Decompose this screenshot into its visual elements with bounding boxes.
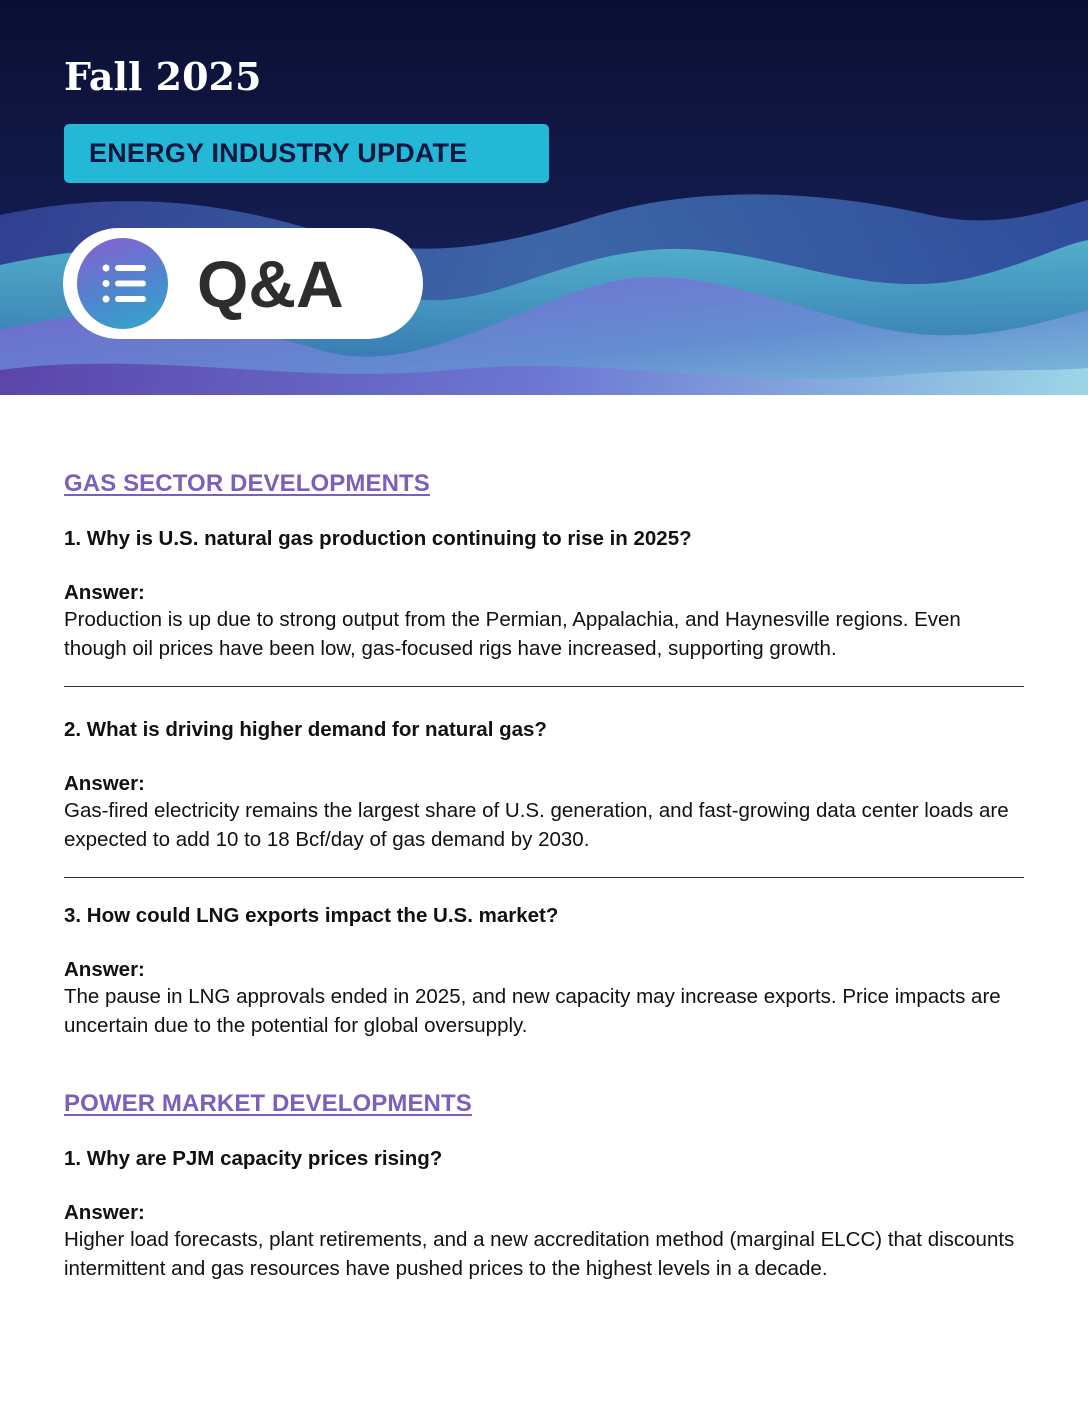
question: 3. How could LNG exports impact the U.S. market? (64, 904, 559, 927)
answer-label: Answer: (64, 1201, 145, 1224)
publication-banner: ENERGY INDUSTRY UPDATE (64, 124, 549, 183)
answer-text: Production is up due to strong output from the Permian, Appalachia, and Haynesville regions. Even though oil prices have been low, gas-focused rigs have increased, supporting growth. (64, 608, 961, 660)
section-title-gas: GAS SECTOR DEVELOPMENTS (64, 470, 430, 497)
answer-label: Answer: (64, 772, 145, 795)
answer-text: Gas-fired electricity remains the largest share of U.S. generation, and fast-growing data center loads are expected to add 10 to 18 Bcf/day of gas demand by 2030. (64, 799, 1009, 851)
divider (64, 686, 1024, 687)
question: 1. Why are PJM capacity prices rising? (64, 1147, 443, 1170)
edition-season: Fall 2025 (64, 54, 262, 99)
list-icon (77, 238, 168, 329)
qa-label: Q&A (197, 247, 344, 321)
answer-text: The pause in LNG approvals ended in 2025, and new capacity may increase exports. Price impacts are uncertain due to the potential for global oversupply. (64, 985, 1001, 1037)
question: 2. What is driving higher demand for natural gas? (64, 718, 547, 741)
divider (64, 877, 1024, 878)
answer-label: Answer: (64, 581, 145, 604)
hero-banner (0, 0, 1088, 395)
answer-label: Answer: (64, 958, 145, 981)
qa-content (64, 470, 1024, 1283)
qa-pill (63, 228, 423, 339)
section-title-power: POWER MARKET DEVELOPMENTS (64, 1090, 472, 1117)
question: 1. Why is U.S. natural gas production continuing to rise in 2025? (64, 527, 692, 550)
answer-text: Higher load forecasts, plant retirements, and a new accreditation method (marginal ELCC) that discounts intermittent and gas resources have pushed prices to the highest levels in a decade. (64, 1228, 1015, 1280)
